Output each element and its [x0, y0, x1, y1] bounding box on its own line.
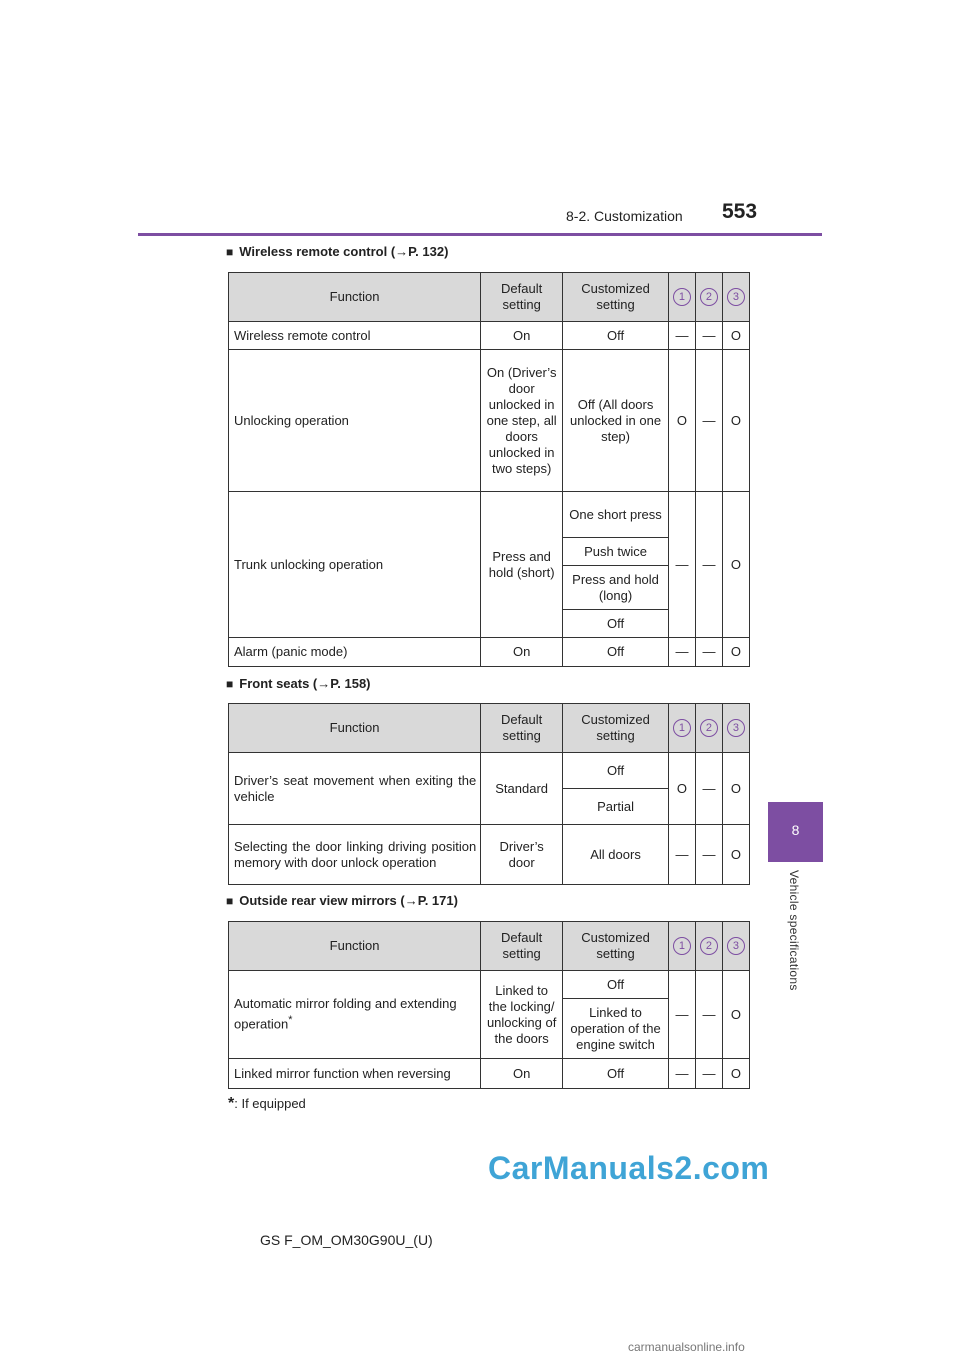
mark-1-cell: —: [668, 322, 695, 350]
table-header-row: [229, 273, 750, 322]
col-1: [668, 704, 695, 753]
customized-cell: One short press: [563, 492, 669, 538]
customized-cell: Off: [563, 1059, 669, 1089]
mark-3-cell: O: [722, 638, 749, 667]
mark-2-cell: —: [695, 825, 722, 885]
wireless-table: [228, 272, 750, 667]
col-1: [668, 922, 695, 971]
col-default: Default setting: [481, 273, 563, 322]
customized-cell: Push twice: [563, 538, 669, 566]
document-id: GS F_OM_OM30G90U_(U): [260, 1232, 433, 1248]
wireless-section-heading: [226, 244, 448, 259]
mark-3-cell: O: [722, 971, 749, 1059]
table-row: [229, 1059, 750, 1089]
circled-3-icon: 3: [727, 288, 745, 306]
col-3: [722, 704, 749, 753]
function-cell: Unlocking operation: [229, 350, 481, 492]
col-1: [668, 273, 695, 322]
mark-1-cell: —: [668, 971, 695, 1059]
circled-2-icon: 2: [700, 937, 718, 955]
default-cell: On: [481, 638, 563, 667]
customized-cell: Press and hold (long): [563, 566, 669, 610]
seats-table: [228, 703, 750, 885]
function-label: Automatic mirror folding and extending operation: [234, 996, 457, 1032]
mirrors-section-heading: [226, 893, 458, 908]
col-default: Default setting: [481, 704, 563, 753]
chapter-label: Vehicle specifications: [787, 870, 801, 991]
col-function: Function: [229, 922, 481, 971]
customized-cell: Off: [563, 638, 669, 667]
table-header-row: [229, 704, 750, 753]
mark-3-cell: O: [722, 1059, 749, 1089]
mark-3-cell: O: [722, 825, 749, 885]
mark-1-cell: —: [668, 492, 695, 638]
col-2: [695, 704, 722, 753]
square-bullet-icon: ■: [226, 677, 234, 691]
circled-1-icon: 1: [673, 719, 691, 737]
customized-cell: All doors: [563, 825, 669, 885]
col-3: [722, 922, 749, 971]
table-row: [229, 350, 750, 492]
watermark: CarManuals2.com: [488, 1150, 770, 1186]
wireless-section-title: Wireless remote control (→P. 132): [239, 244, 449, 259]
circled-2-icon: 2: [700, 719, 718, 737]
customized-cell: Off: [563, 322, 669, 350]
col-customized: Customized setting: [563, 922, 669, 971]
square-bullet-icon: ■: [226, 894, 234, 908]
function-cell: [229, 971, 481, 1059]
mark-3-cell: O: [722, 753, 749, 825]
customized-cell: Off: [563, 753, 669, 789]
col-customized: Customized setting: [563, 273, 669, 322]
default-cell: Press and hold (short): [481, 492, 563, 638]
mirrors-table: [228, 921, 750, 1089]
circled-3-icon: 3: [727, 937, 745, 955]
table-row: [229, 638, 750, 667]
function-cell: Selecting the door linking driving position memory with door unlock operation: [229, 825, 481, 885]
customized-cell: Off (All doors unlocked in one step): [563, 350, 669, 492]
function-cell: Wireless remote control: [229, 322, 481, 350]
mark-3-cell: O: [722, 350, 749, 492]
mark-2-cell: —: [695, 350, 722, 492]
default-cell: Linked to the locking/ unlocking of the doors: [481, 971, 563, 1059]
mark-2-cell: —: [695, 638, 722, 667]
customized-cell: Partial: [563, 789, 669, 825]
header-divider: [138, 233, 822, 236]
col-3: [722, 273, 749, 322]
function-cell: Driver’s seat movement when exiting the vehicle: [229, 753, 481, 825]
seats-section-title: Front seats (→P. 158): [239, 676, 371, 691]
table-row: [229, 322, 750, 350]
col-2: [695, 273, 722, 322]
footnote: [228, 1095, 306, 1113]
square-bullet-icon: ■: [226, 245, 234, 259]
col-function: Function: [229, 704, 481, 753]
col-default: Default setting: [481, 922, 563, 971]
table-row: [229, 825, 750, 885]
mark-3-cell: O: [722, 322, 749, 350]
mark-1-cell: O: [668, 753, 695, 825]
col-function: Function: [229, 273, 481, 322]
default-cell: Standard: [481, 753, 563, 825]
circled-1-icon: 1: [673, 937, 691, 955]
table-row: [229, 971, 750, 999]
mark-1-cell: O: [668, 350, 695, 492]
circled-3-icon: 3: [727, 719, 745, 737]
mark-2-cell: —: [695, 1059, 722, 1089]
mark-1-cell: —: [668, 825, 695, 885]
mark-3-cell: O: [722, 492, 749, 638]
table-row: [229, 753, 750, 789]
col-customized: Customized setting: [563, 704, 669, 753]
col-2: [695, 922, 722, 971]
seats-section-heading: [226, 676, 371, 691]
circled-2-icon: 2: [700, 288, 718, 306]
section-title: 8-2. Customization: [566, 208, 683, 224]
function-cell: Trunk unlocking operation: [229, 492, 481, 638]
default-cell: On (Driver’s door unlocked in one step, all doors unlocked in two steps): [481, 350, 563, 492]
mark-2-cell: —: [695, 971, 722, 1059]
bottom-watermark: carmanualsonline.info: [628, 1340, 745, 1354]
default-cell: On: [481, 322, 563, 350]
customized-cell: Off: [563, 971, 669, 999]
default-cell: Driver’s door: [481, 825, 563, 885]
customized-cell: Linked to operation of the engine switch: [563, 999, 669, 1059]
customized-cell: Off: [563, 610, 669, 638]
mark-1-cell: —: [668, 1059, 695, 1089]
footnote-star: *: [228, 1095, 235, 1112]
function-cell: Linked mirror function when reversing: [229, 1059, 481, 1089]
function-cell: Alarm (panic mode): [229, 638, 481, 667]
footnote-marker: *: [288, 1014, 293, 1027]
mark-2-cell: —: [695, 492, 722, 638]
mirrors-section-title: Outside rear view mirrors (→P. 171): [239, 893, 458, 908]
table-row: [229, 492, 750, 538]
table-header-row: [229, 922, 750, 971]
chapter-number: 8: [791, 822, 800, 838]
mark-1-cell: —: [668, 638, 695, 667]
footnote-text: : If equipped: [234, 1096, 306, 1111]
page-number: 553: [722, 200, 758, 223]
circled-1-icon: 1: [673, 288, 691, 306]
mark-2-cell: —: [695, 753, 722, 825]
mark-2-cell: —: [695, 322, 722, 350]
default-cell: On: [481, 1059, 563, 1089]
